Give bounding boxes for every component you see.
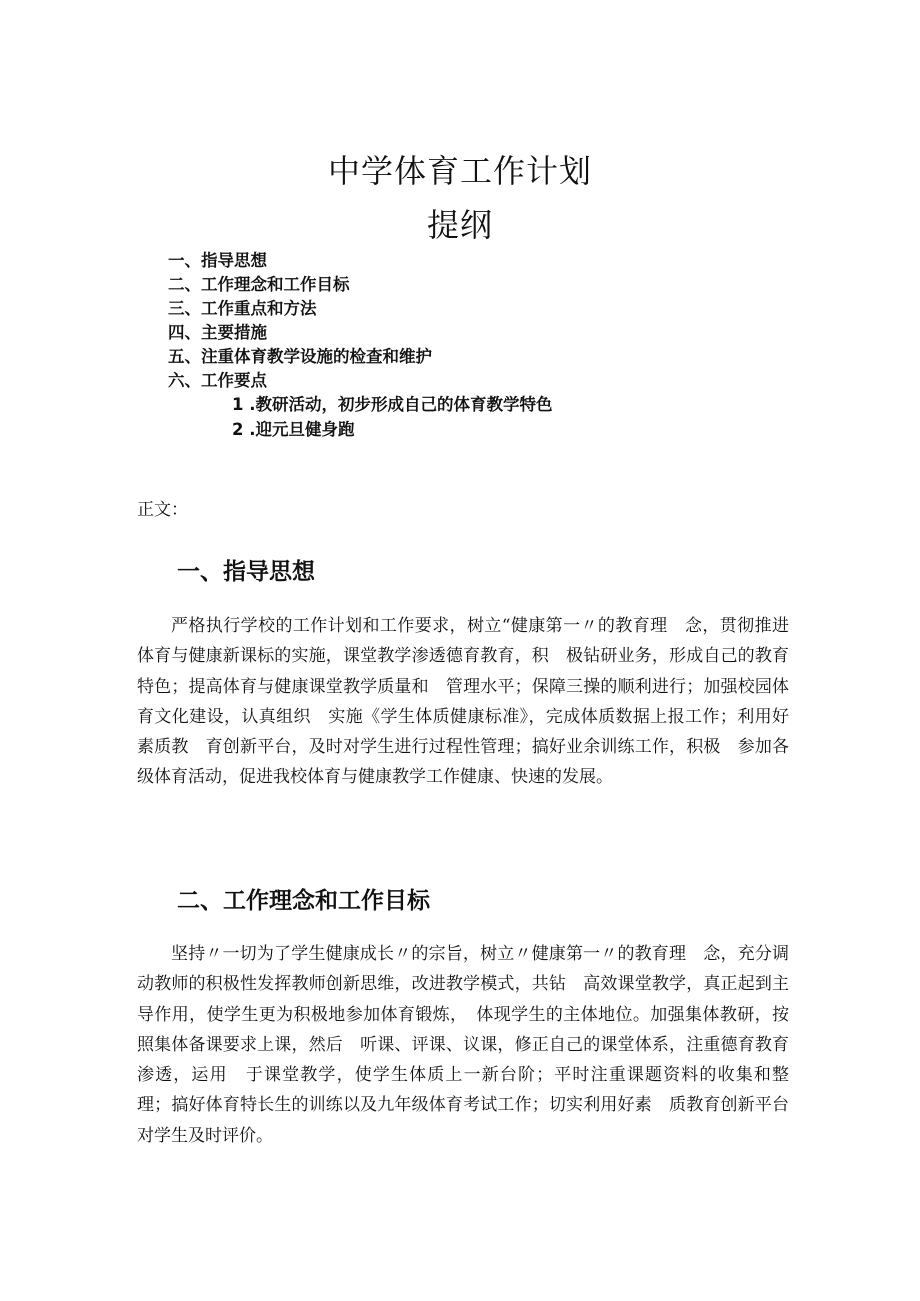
- outline-item: 一、指导思想: [168, 251, 267, 270]
- outline-sub-item: 1 .教研活动，初步形成自己的体育教学特色: [232, 395, 553, 414]
- section-paragraph: 坚持〃一切为了学生健康成长〃的宗旨，树立〃健康第一〃的教育理 念，充分调动教师的积极性发挥教师创新思维，改进教学模式，共钻 高效课堂教学，真正起到主导作用，使学生更为积极地参加体育锻炼， 体现学生的主体地位。加强集体教研，按照集体备课要求上课，然后 听课、评课、议课，修正自己的课堂体系，注重德育教育渗透，运用 于课堂教学，使学生体质上一新台阶；平时注重课题资料的收集和整 理；搞好体育特长生的训练以及九年级体育考试工作；切实利用好素 质教育创新平台对学生及时评价。: [137, 944, 806, 1146]
- document-title: 中学体育工作计划: [327, 152, 592, 190]
- outline-sub-group: [168, 393, 553, 439]
- document-subtitle: 提纲: [426, 206, 493, 244]
- outline-item: 四、主要措施: [168, 323, 267, 342]
- outline-list: [168, 249, 553, 439]
- outline-item: 三、工作重点和方法: [168, 299, 317, 318]
- outline-item: 二、工作理念和工作目标: [168, 275, 350, 294]
- section-paragraph: 严格执行学校的工作计划和工作要求，树立“健康第一〃的教育理 念，贯彻推进体育与健康新课标的实施，课堂教学渗透德育教育，积 极钻研业务，形成自己的教育特色；提高体育与健康课堂教学质量和 管理水平；保障三操的顺利进行；加强校园体育文化建设，认真组织 实施《学生体质健康标准》，完成体质数据上报工作；利用好素质教 育创新平台，及时对学生进行过程性管理；搞好业余训练工作，积极 参加各级体育活动，促进我校体育与健康教学工作健康、快速的发展。: [137, 616, 789, 788]
- outline-sub-list: [168, 393, 553, 442]
- outline-item: 六、工作要点: [168, 371, 267, 390]
- section-heading: 二、工作理念和工作目标: [177, 888, 430, 914]
- section-heading: 一、指导思想: [177, 559, 315, 585]
- outline-item: 五、注重体育教学设施的检查和维护: [168, 347, 432, 366]
- outline-sub-item: 2 .迎元旦健身跑: [232, 419, 355, 439]
- body-label: 正文：: [137, 500, 188, 520]
